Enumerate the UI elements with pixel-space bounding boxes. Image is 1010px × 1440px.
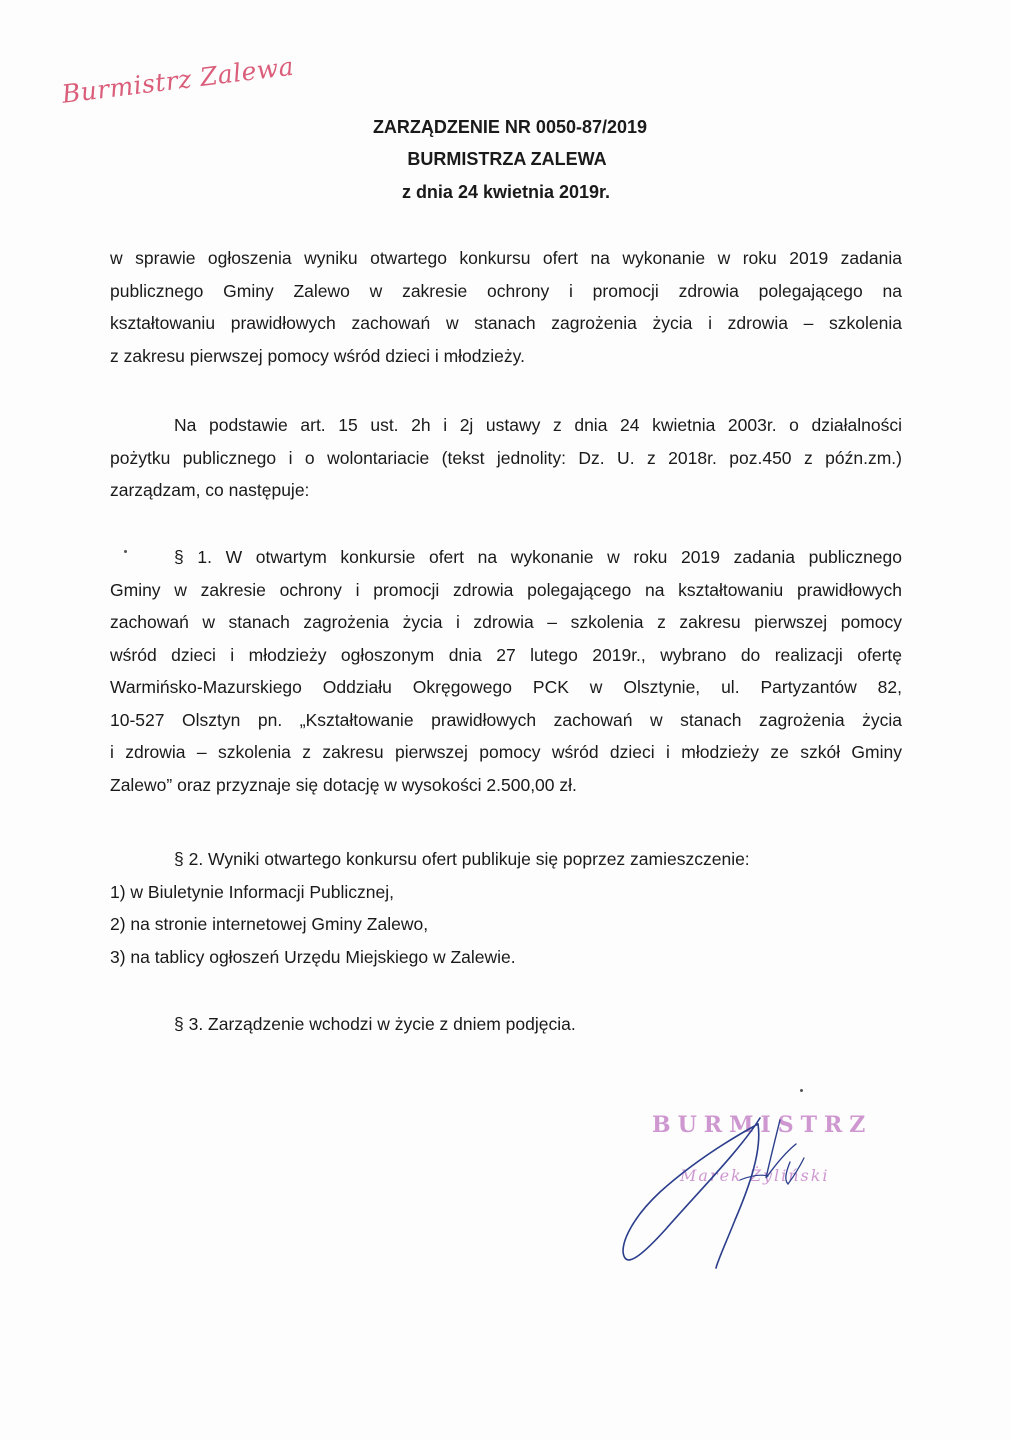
section-2-paragraph [110,843,902,973]
section-1-line: 10-527 Olsztyn pn. „Kształtowanie prawidłowych zachowań w stanach zagrożenia życia [110,709,902,730]
subject-line: z zakresu pierwszej pomocy wśród dzieci i młodzieży. [110,345,525,366]
legal-basis-paragraph [110,409,902,507]
corner-stamp: Burmistrz Zalewa [60,51,296,109]
section-3-paragraph [110,1008,902,1041]
section-3-line: § 3. Zarządzenie wchodzi w życie z dniem podjęcia. [174,1014,576,1034]
document-number-heading: ZARZĄDZENIE NR 0050-87/2019 [372,117,648,137]
seal-name: Marek Żyliński [680,1166,830,1185]
section-1-line: wśród dzieci i młodzieży ogłoszonym dnia 27 lutego 2019r., wybrano do realizacji ofertę [110,644,902,665]
subject-line: kształtowaniu prawidłowych zachowań w stanach zagrożenia życia i zdrowia – szkolenia [110,313,902,333]
subject-line: publicznego Gminy Zalewo w zakresie ochrony i promocji zdrowia polegającego na [110,280,902,301]
legal-basis-line: Na podstawie art. 15 ust. 2h i 2j ustawy z dnia 24 kwietnia 2003r. o działalności [174,415,902,435]
seal-title: BURMISTRZ [652,1112,873,1138]
section-2-item: 1) w Biuletynie Informacji Publicznej, [110,881,395,902]
legal-basis-line: zarządzam, co następuje: [110,480,310,500]
section-1-line: Gminy w zakresie ochrony i promocji zdrowia polegającego na kształtowaniu prawidłowych [110,579,902,600]
section-2-item: 3) na tablicy ogłoszeń Urzędu Miejskiego w Zalewie. [110,946,516,967]
section-1-paragraph [110,541,902,801]
section-1-line: Warmińsko-Mazurskiego Oddziału Okręgowego PCK w Olsztynie, ul. Partyzantów 82, [110,677,902,697]
section-1-line: zachowań w stanach zagrożenia życia i zdrowia – szkolenia z zakresu pierwszej pomocy [110,612,902,632]
legal-basis-line: pożytku publicznego i o wolontariacie (tekst jednolity: Dz. U. z 2018r. poz.450 z późn.zm.) [110,447,902,468]
handwritten-signature [590,1080,850,1280]
issuer-heading: BURMISTRZA ZALEWA [407,149,607,169]
section-2-intro: § 2. Wyniki otwartego konkursu ofert publikuje się poprzez zamieszczenie: [174,849,750,869]
section-1-line: Zalewo” oraz przyznaje się dotację w wysokości 2.500,00 zł. [110,774,577,795]
subject-line: w sprawie ogłoszenia wyniku otwartego konkursu ofert na wykonanie w roku 2019 zadania [110,248,902,268]
subject-paragraph [110,242,902,372]
section-1-line: § 1. W otwartym konkursie ofert na wykonanie w roku 2019 zadania publicznego [174,547,902,567]
section-1-line: i zdrowia – szkolenia z zakresu pierwszej pomocy wśród dzieci i młodzieży ze szkół Gminy [110,742,902,762]
section-2-item: 2) na stronie internetowej Gminy Zalewo, [110,914,429,934]
date-heading: z dnia 24 kwietnia 2019r. [401,182,611,202]
